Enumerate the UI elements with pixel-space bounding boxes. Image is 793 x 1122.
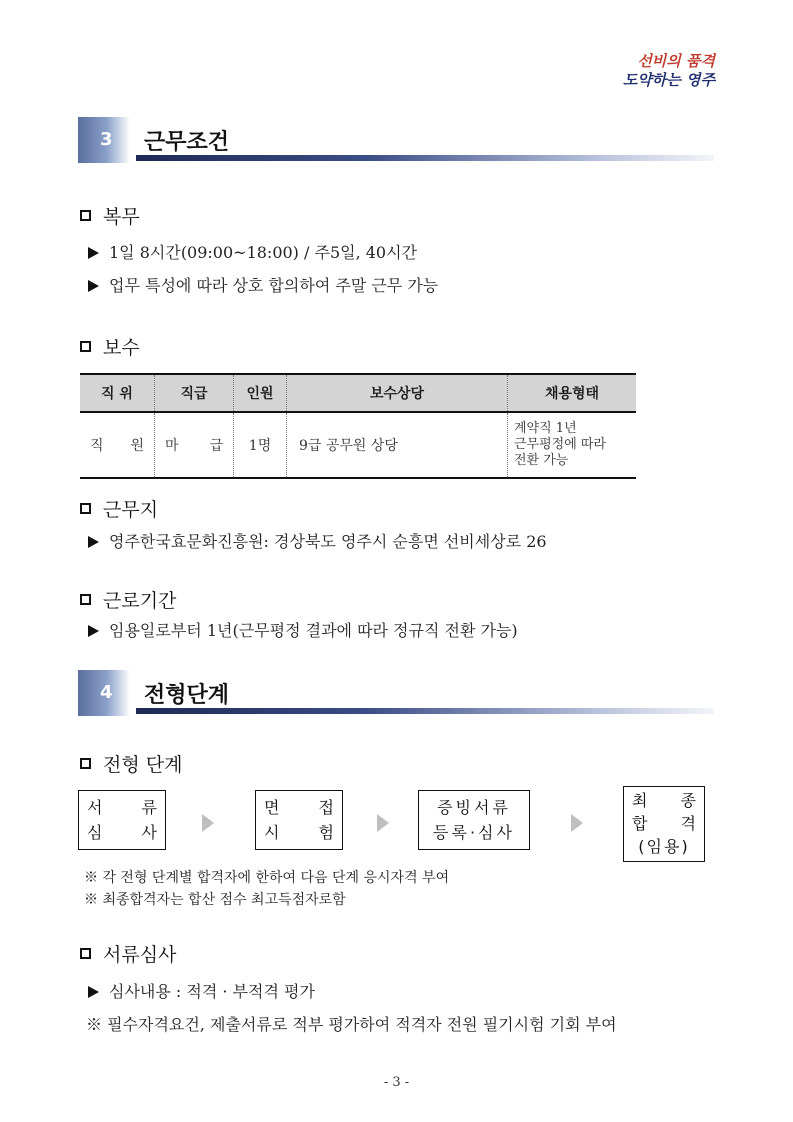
page-number: - 3 - — [383, 1075, 410, 1090]
logo-line-2: 도약하는 영주 — [622, 71, 715, 89]
triangle-bullet-icon — [88, 625, 99, 637]
cell-grade-b: 급 — [209, 438, 223, 454]
stages-heading-text: 전형 단계 — [103, 754, 183, 776]
triangle-bullet-icon — [88, 986, 99, 998]
triangle-bullet-icon — [88, 247, 99, 259]
checkbox-square-icon — [80, 594, 91, 605]
duty-heading-text: 복무 — [103, 206, 140, 228]
step-1-char-4: 사 — [141, 823, 157, 842]
step-2-char-3: 시 — [264, 823, 280, 842]
header-salary: 보수상당 — [287, 374, 508, 412]
section-4-number: 4 — [78, 670, 130, 716]
step-2-char-2: 접 — [318, 798, 334, 817]
workplace-item — [88, 529, 547, 552]
pay-heading — [80, 333, 140, 360]
cell-type-line-3: 전환 가능 — [514, 453, 569, 468]
cell-count: 1명 — [234, 412, 287, 478]
step-4-char-2: 종 — [680, 791, 696, 810]
section-4-title: 전형단계 — [144, 683, 230, 708]
section-3-header — [78, 117, 714, 167]
screening-item — [88, 979, 315, 1002]
cell-grade-a: 마 — [165, 438, 179, 454]
step-3-line-1: 증빙서류 — [437, 798, 511, 817]
pay-table-header — [80, 374, 636, 412]
workplace-heading — [80, 495, 158, 522]
header-count: 인원 — [234, 374, 287, 412]
cell-grade — [155, 412, 234, 478]
stages-heading — [80, 750, 182, 777]
step-arrow-icon — [202, 814, 220, 834]
section-3-rule — [136, 155, 714, 161]
step-final-pass — [623, 786, 705, 862]
cell-salary-text: 9급 공무원 상당 — [299, 438, 398, 454]
step-4-char-3: 합 — [632, 814, 648, 833]
section-3-number: 3 — [78, 117, 130, 163]
header-type: 채용형태 — [508, 374, 637, 412]
checkbox-square-icon — [80, 210, 91, 221]
step-1-char-2: 류 — [141, 798, 157, 817]
period-item-text: 임용일로부터 1년(근무평정 결과에 따라 정규직 전환 가능) — [109, 621, 518, 640]
cell-type-line-1: 계약직 1년 — [514, 421, 577, 436]
header-rank: 직 위 — [80, 374, 155, 412]
step-document-registration — [418, 790, 530, 850]
workplace-item-text: 영주한국효문화진흥원: 경상북도 영주시 순흥면 선비세상로 26 — [109, 532, 547, 551]
duty-item-2 — [88, 273, 438, 296]
triangle-bullet-icon — [88, 280, 99, 292]
table-row — [80, 412, 636, 478]
checkbox-square-icon — [80, 758, 91, 769]
step-arrow-icon — [377, 814, 395, 834]
logo — [623, 52, 715, 90]
section-4-rule — [136, 708, 714, 714]
period-heading-text: 근로기간 — [103, 590, 177, 612]
step-2-char-4: 험 — [318, 823, 334, 842]
screening-heading-text: 서류심사 — [103, 944, 177, 966]
step-4-char-1: 최 — [632, 791, 648, 810]
step-interview — [255, 790, 343, 850]
duty-item-1-text: 1일 8시간(09:00~18:00) / 주5일, 40시간 — [109, 243, 418, 262]
screening-item-text: 심사내용 : 적격 · 부적격 평가 — [109, 982, 315, 1001]
step-4-char-4: 격 — [680, 814, 696, 833]
checkbox-square-icon — [80, 948, 91, 959]
screening-heading — [80, 940, 176, 967]
cell-rank — [80, 412, 155, 478]
screening-note: ※ 필수자격요건, 제출서류로 적부 평가하여 적격자 전원 필기시험 기회 부여 — [86, 1015, 617, 1034]
section-3-title: 근무조건 — [144, 130, 230, 155]
cell-rank-b: 원 — [130, 438, 144, 454]
pay-table — [80, 373, 636, 479]
pay-heading-text: 보수 — [103, 337, 140, 359]
duty-item-1 — [88, 240, 417, 263]
checkbox-square-icon — [80, 341, 91, 352]
step-1-char-1: 서 — [87, 798, 103, 817]
stages-note-1: ※ 각 전형 단계별 합격자에 한하여 다음 단계 응시자격 부여 — [84, 870, 450, 886]
cell-type-line-2: 근무평정에 따라 — [514, 437, 607, 452]
period-item — [88, 618, 518, 641]
header-grade: 직급 — [155, 374, 234, 412]
logo-line-1: 선비의 품격 — [637, 52, 715, 70]
cell-salary — [287, 412, 508, 478]
cell-type — [508, 412, 637, 478]
step-arrow-icon — [571, 814, 589, 834]
step-3-line-2: 등록·심사 — [433, 823, 515, 842]
checkbox-square-icon — [80, 503, 91, 514]
period-heading — [80, 586, 176, 613]
step-document-review — [78, 790, 166, 850]
triangle-bullet-icon — [88, 536, 99, 548]
stages-note-2: ※ 최종합격자는 합산 점수 최고득점자로함 — [84, 892, 346, 908]
workplace-heading-text: 근무지 — [103, 499, 159, 521]
duty-heading — [80, 202, 140, 229]
step-4-line-3: (임용) — [638, 837, 690, 856]
section-4-header — [78, 670, 714, 720]
cell-rank-a: 직 — [90, 438, 104, 454]
step-2-char-1: 면 — [264, 798, 280, 817]
duty-item-2-text: 업무 특성에 따라 상호 합의하여 주말 근무 가능 — [109, 276, 439, 295]
step-1-char-3: 심 — [87, 823, 103, 842]
